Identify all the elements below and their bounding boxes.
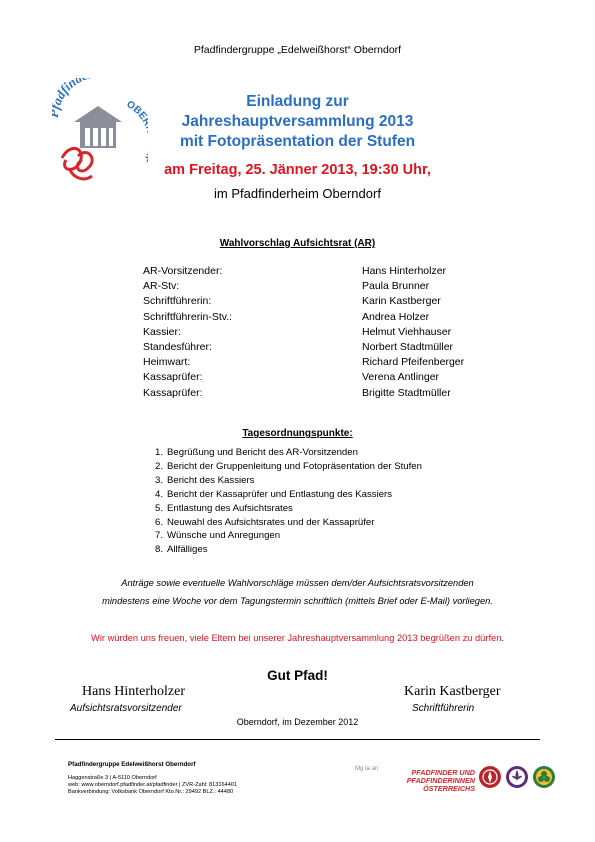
candidate-name: Richard Pfeifenberger (362, 356, 465, 369)
title-line-2: Jahreshauptversammlung 2013 (181, 113, 414, 130)
election-roles (143, 264, 232, 401)
candidate-name: Norbert Stadtmüller (362, 341, 454, 354)
proposal-note-line-2: mindestens eine Woche vor dem Tagungstermin schriftlich (mittels Brief oder E-Mail) vorliegen. (102, 596, 493, 606)
fleur-de-lis-badge-icon (505, 765, 529, 789)
role-label: Heimwart: (143, 356, 191, 369)
title-line-3: mit Fotopräsentation der Stufen (179, 133, 416, 150)
scout-badge-icon (478, 765, 502, 789)
proposal-note-line-1: Anträge sowie eventuelle Wahlvorschläge müssen dem/der Aufsichtsratsvorsitzenden (121, 578, 474, 588)
footer-divider (55, 739, 540, 740)
election-names (362, 264, 464, 401)
role-label: AR-Vorsitzender: (143, 265, 223, 277)
footer-address: Haggenstraße 3 | A-5110 Oberndorf (68, 775, 157, 781)
role-label: Kassaprüfer: (143, 386, 203, 399)
candidate-name: Brigitte Stadtmüller (362, 386, 451, 399)
candidate-name: Helmut Viehhauser (362, 325, 452, 338)
candidate-name: Paula Brunner (362, 280, 430, 293)
candidate-name: Karin Kastberger (362, 295, 441, 308)
org-header: Pfadfindergruppe „Edelweißhorst“ Oberndorf (193, 44, 402, 56)
role-label: Schriftführerin-Stv.: (143, 310, 233, 323)
invite-line: Wir würden uns freuen, viele Eltern bei unserer Jahreshauptversammlung 2013 begrüßen zu dürfen. (91, 633, 504, 643)
candidate-name: Verena Antlinger (362, 371, 440, 384)
greeting: Gut Pfad! (267, 668, 328, 683)
signer2-name: Karin Kastberger (404, 684, 501, 699)
ppo-wordmark (389, 769, 475, 792)
agenda-item: 4. Bericht der Kassaprüfer und Entlastung des Kassiers (155, 488, 393, 500)
role-label: AR-Stv: (143, 280, 180, 293)
agenda-heading: Tagesordnungspunkte: (242, 428, 353, 439)
trefoil-badge-icon (532, 765, 556, 789)
signer2-title: Schriftführerin (412, 703, 475, 714)
agenda-list (155, 446, 422, 557)
footer-bank: Bankverbindung: Volksbank Oberndorf Kto.Nr.: 29492 BLZ.: 44480 (68, 789, 234, 795)
signer1-title: Aufsichtsratsvorsitzender (70, 703, 182, 714)
agenda-item: 5. Entlastung des Aufsichtsrates (155, 502, 293, 514)
event-date: am Freitag, 25. Jänner 2013, 19:30 Uhr, (164, 162, 431, 178)
agenda-item: 7. Wünsche und Anregungen (155, 530, 281, 542)
agenda-item: 1. Begrüßung und Bericht des AR-Vorsitzenden (155, 447, 358, 458)
footer-web: web: www.oberndorf.pfadfinder.at/pfadfinder | ZVR-Zahl: 813164401 (68, 782, 238, 788)
agenda-item: 8. Allfälliges (155, 544, 208, 556)
title-line-1: Einladung zur (246, 93, 349, 110)
candidate-name: Hans Hinterholzer (362, 265, 447, 277)
ppo-line-2: PFADFINDERINNEN (406, 775, 475, 785)
ppo-line-1: PFADFINDER UND (411, 768, 475, 777)
small-brand-mark: Mg ta an (355, 766, 379, 772)
role-label: Kassaprüfer: (143, 371, 203, 384)
signer1-name: Hans Hinterholzer (82, 684, 186, 699)
ppo-line-3: ÖSTERREICHS (423, 783, 475, 793)
footer-org: Pfadfindergruppe Edelweißhorst Oberndorf (68, 761, 196, 768)
role-label: Kassier: (143, 325, 181, 338)
candidate-name: Andrea Holzer (362, 310, 430, 323)
logo-side-text: OBE (124, 98, 148, 122)
agenda-item: 3. Bericht des Kassiers (155, 474, 255, 486)
event-venue: im Pfadfinderheim Oberndorf (214, 186, 381, 201)
election-heading: Wahlvorschlag Aufsichtsrat (AR) (219, 238, 376, 249)
role-label: Standesführer: (143, 341, 212, 354)
agenda-item: 6. Neuwahl des Aufsichtsrates und der Kassaprüfer (155, 516, 375, 528)
place-date: Oberndorf, im Dezember 2012 (236, 717, 359, 727)
role-label: Schriftführerin: (143, 295, 212, 308)
logo-arc-text: dfind (52, 78, 85, 102)
agenda-item: 2. Bericht der Gruppenleitung und Fotopräsentation der Stufen (155, 460, 422, 472)
